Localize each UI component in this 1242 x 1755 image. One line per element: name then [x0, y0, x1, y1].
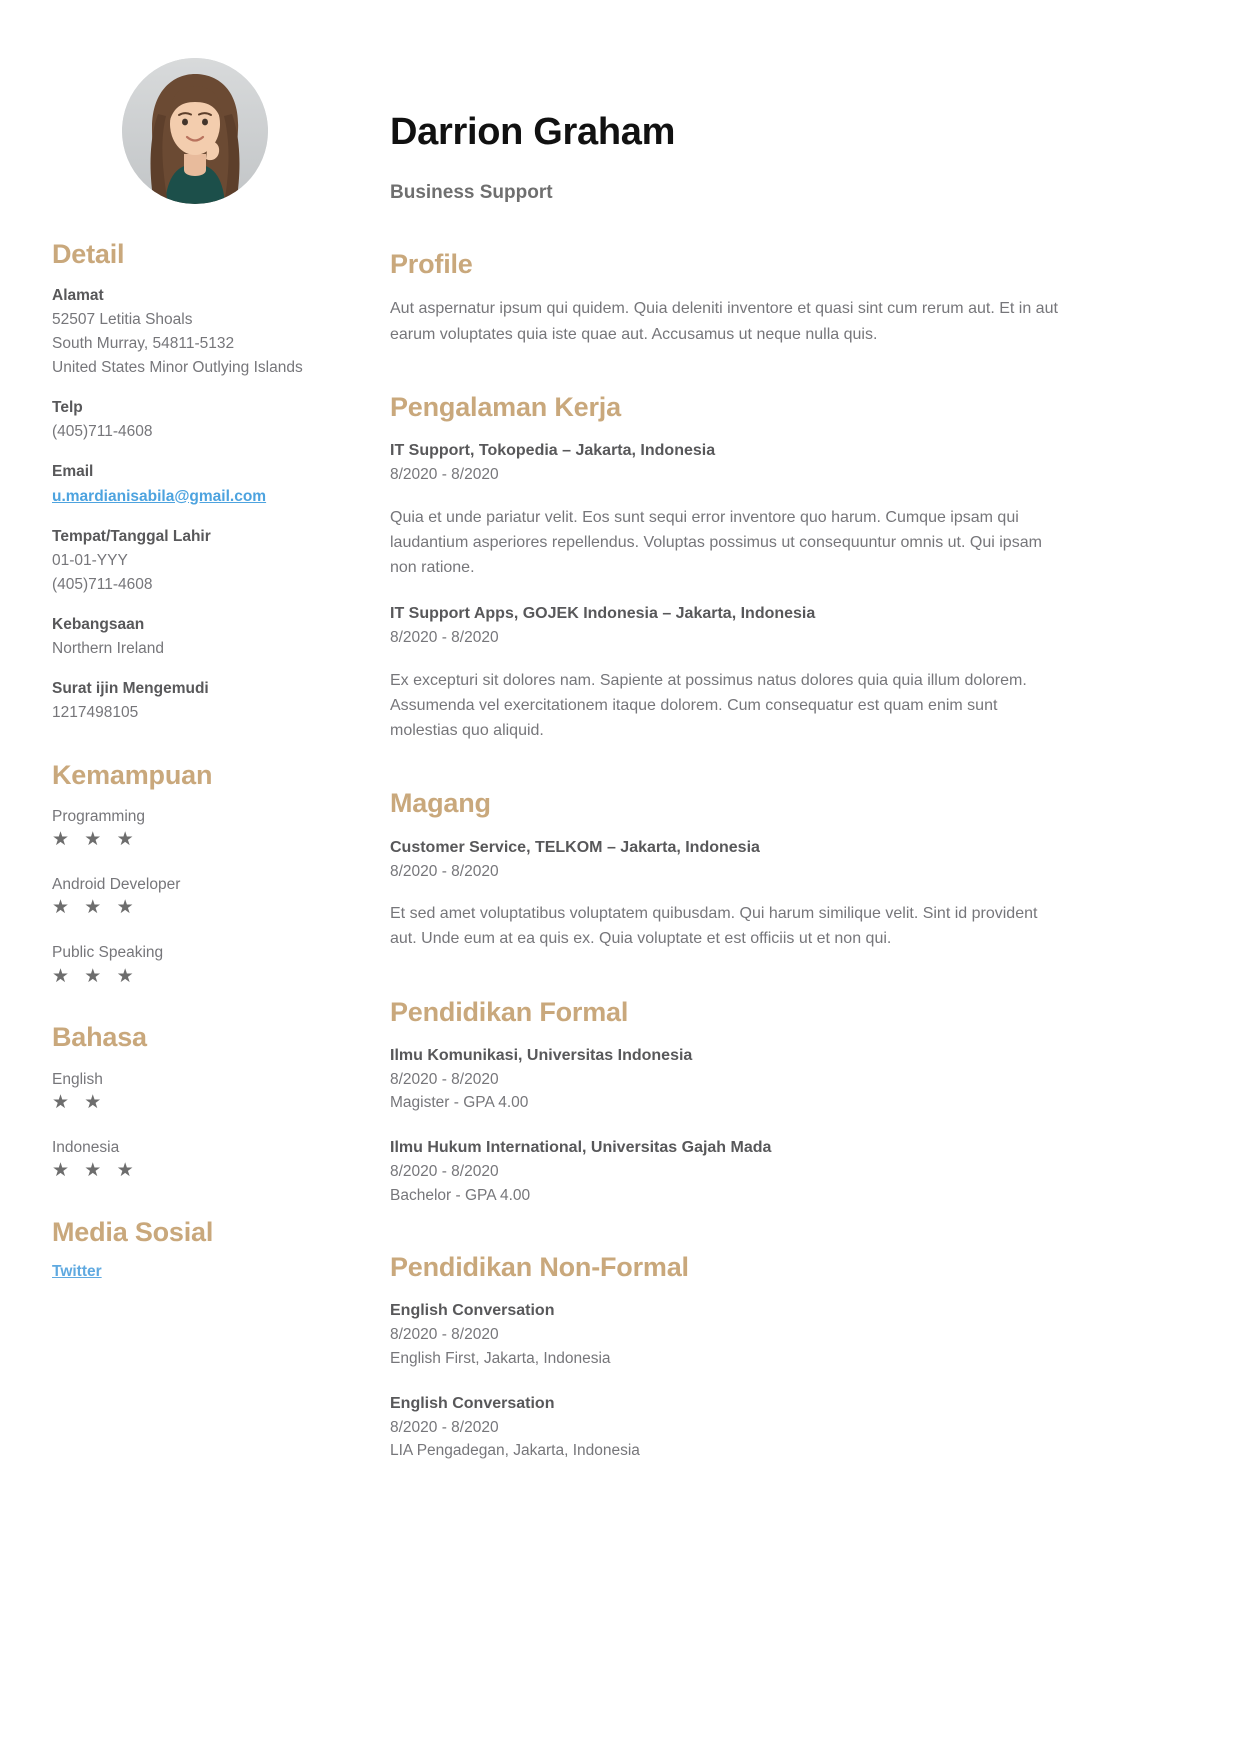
entry-date: 8/2020 - 8/2020: [390, 862, 499, 880]
entry-body: Quia et unde pariatur velit. Eos sunt sequi error inventore quo harum. Cumque ipsam qui laudantium asperiores repellendus. Voluptas possimus ut consequuntur omnis ut. Qui ipsam non ratione.: [390, 508, 1042, 577]
language-name: English: [52, 1070, 103, 1088]
detail-label: Alamat: [52, 287, 104, 305]
entry-date: 8/2020 - 8/2020: [390, 1163, 499, 1181]
resume-header: [0, 0, 1242, 204]
section-experience-heading: Pengalaman Kerja: [390, 391, 621, 422]
sidebar-section-detail-heading: Detail: [52, 239, 125, 269]
detail-value: 52507 Letitia Shoals: [52, 311, 193, 329]
social-link-twitter[interactable]: Twitter: [52, 1262, 102, 1280]
sidebar-section-languages-heading: Bahasa: [52, 1022, 147, 1053]
section-profile-heading: Profile: [390, 249, 473, 279]
main-column: [390, 204, 1242, 1466]
entry-date: 8/2020 - 8/2020: [390, 1326, 499, 1344]
language-item: [52, 1068, 350, 1114]
detail-label: Tempat/Tanggal Lahir: [52, 527, 211, 545]
detail-label: Kebangsaan: [52, 615, 145, 633]
entry-date: 8/2020 - 8/2020: [390, 466, 499, 484]
name-column: [390, 50, 675, 204]
profile-body: Aut aspernatur ipsum qui quidem. Quia deleniti inventore et quasi sint cum rerum aut. Et in aut earum voluptates quia iste quae aut. Accusamus ut neque nulla quis.: [390, 300, 1058, 343]
detail-field-alamat: [52, 284, 350, 380]
detail-label: Email: [52, 463, 94, 481]
avatar: [122, 58, 268, 204]
detail-value: South Murray, 54811-5132: [52, 335, 235, 353]
star-rating-icon: ★ ★ ★: [52, 897, 139, 919]
education-entry: [390, 1136, 1062, 1207]
internship-entry: [390, 836, 1062, 952]
detail-field-birth: [52, 525, 350, 597]
detail-field-license: [52, 677, 350, 725]
detail-value: 01-01-YYY: [52, 551, 128, 569]
section-formal-education-heading: Pendidikan Formal: [390, 996, 629, 1027]
entry-title: Customer Service, TELKOM – Jakarta, Indonesia: [390, 838, 760, 856]
detail-label: Surat ijin Mengemudi: [52, 679, 209, 697]
detail-field-telp: [52, 396, 350, 444]
resume-columns: [0, 204, 1242, 1466]
entry-detail: Bachelor - GPA 4.00: [390, 1186, 531, 1204]
detail-field-nationality: [52, 613, 350, 661]
email-link[interactable]: u.mardianisabila@gmail.com: [52, 487, 267, 505]
entry-detail: LIA Pengadegan, Jakarta, Indonesia: [390, 1442, 640, 1460]
profile-photo-icon: [122, 58, 268, 204]
sidebar-section-skills-heading: Kemampuan: [52, 759, 213, 790]
detail-value: (405)711-4608: [52, 423, 153, 441]
entry-title: IT Support Apps, GOJEK Indonesia – Jakarta, Indonesia: [390, 605, 816, 623]
job-title: Business Support: [390, 181, 553, 203]
detail-value: 1217498105: [52, 703, 139, 721]
spacer: [390, 1118, 1062, 1136]
entry-title: English Conversation: [390, 1302, 555, 1320]
skill-item: [52, 873, 350, 919]
skill-name: Android Developer: [52, 876, 181, 894]
page-title: Darrion Graham: [390, 111, 676, 153]
nonformal-education-entry: [390, 1392, 1062, 1463]
entry-date: 8/2020 - 8/2020: [390, 1418, 499, 1436]
star-rating-icon: ★ ★ ★: [52, 965, 139, 987]
education-entry: [390, 1044, 1062, 1115]
language-item: [52, 1136, 350, 1182]
entry-title: IT Support, Tokopedia – Jakarta, Indonesia: [390, 442, 716, 460]
entry-title: English Conversation: [390, 1394, 555, 1412]
detail-field-email: [52, 460, 350, 508]
entry-title: Ilmu Komunikasi, Universitas Indonesia: [390, 1046, 693, 1064]
skill-name: Public Speaking: [52, 944, 164, 962]
section-nonformal-education-heading: Pendidikan Non-Formal: [390, 1251, 689, 1282]
entry-detail: Magister - GPA 4.00: [390, 1094, 529, 1112]
star-rating-icon: ★ ★ ★: [52, 829, 139, 851]
skill-name: Programming: [52, 808, 146, 826]
entry-date: 8/2020 - 8/2020: [390, 629, 499, 647]
sidebar-section-social-heading: Media Sosial: [52, 1217, 214, 1248]
star-rating-icon: ★ ★: [52, 1092, 107, 1114]
spacer: [390, 1374, 1062, 1392]
skill-item: [52, 941, 350, 987]
sidebar: [0, 204, 390, 1281]
detail-value: Northern Ireland: [52, 639, 165, 657]
entry-title: Ilmu Hukum International, Universitas Gajah Mada: [390, 1139, 772, 1157]
detail-value: (405)711-4608: [52, 575, 153, 593]
section-internship-heading: Magang: [390, 788, 491, 819]
detail-label: Telp: [52, 399, 83, 417]
experience-entry: [390, 439, 1062, 580]
experience-entry: [390, 602, 1062, 743]
nonformal-education-entry: [390, 1299, 1062, 1370]
detail-value: United States Minor Outlying Islands: [52, 359, 303, 377]
entry-date: 8/2020 - 8/2020: [390, 1070, 499, 1088]
skill-item: [52, 805, 350, 851]
language-name: Indonesia: [52, 1138, 120, 1156]
entry-body: Et sed amet voluptatibus voluptatem quibusdam. Qui harum similique velit. Sint id provident aut. Unde eum at ea quis ex. Quia voluptate et est officiis ut et non qui.: [390, 905, 1038, 948]
entry-detail: English First, Jakarta, Indonesia: [390, 1349, 611, 1367]
photo-column: [0, 50, 390, 204]
entry-body: Ex excepturi sit dolores nam. Sapiente at possimus natus dolores quia quia illum dolorem. Assumenda vel exercitationem itaque dolorem. Cum consequatur est quam enim sunt molestias quo aliquid.: [390, 671, 1027, 740]
star-rating-icon: ★ ★ ★: [52, 1160, 139, 1182]
